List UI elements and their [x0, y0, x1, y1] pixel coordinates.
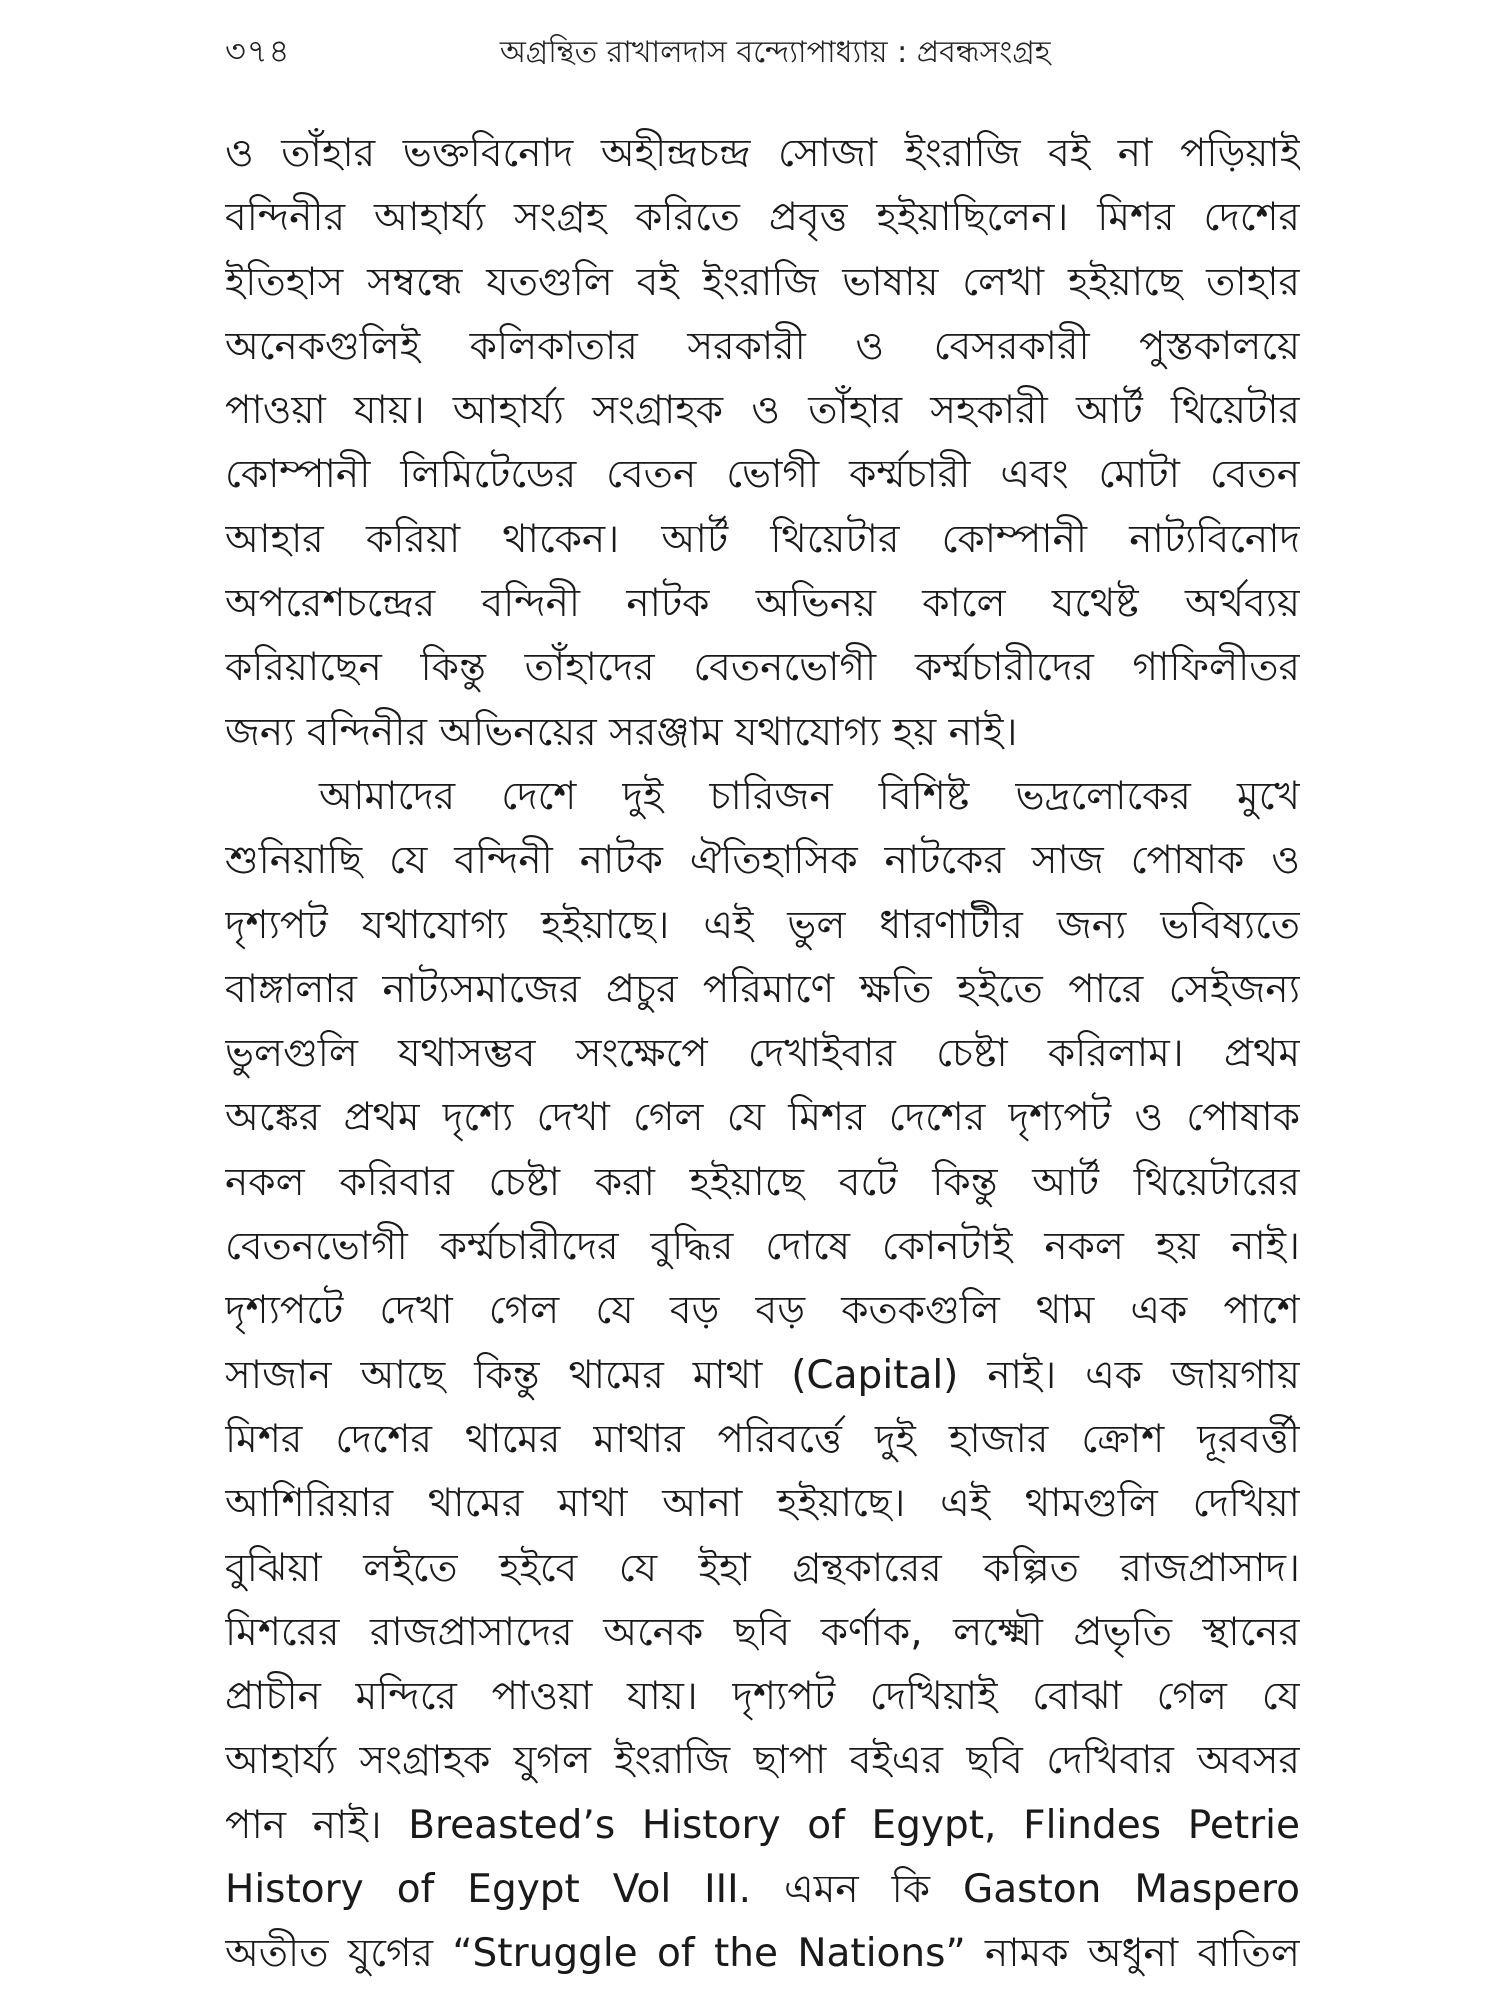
text-line: অঙ্কের প্রথম দৃশ্যে দেখা গেল যে মিশর দেশের দৃশ্যপট ও পোষাক — [225, 1095, 1300, 1141]
paragraph-1 — [225, 122, 1300, 765]
text-line: পাওয়া যায়। আহার্য্য সংগ্রাহক ও তাঁহার সহকারী আর্ট থিয়েটার — [225, 388, 1300, 434]
text-line: জন্য বন্দিনীর অভিনয়ের সরঞ্জাম যথাযোগ্য হয় নাই। — [225, 709, 1018, 755]
text-line: অপরেশচন্দ্রের বন্দিনী নাটক অভিনয় কালে যথেষ্ট অর্থব্যয় — [225, 581, 1300, 627]
text-line: দৃশ্যপট যথাযোগ্য হইয়াছে। এই ভুল ধারণাটীর জন্য ভবিষ্যতে — [225, 902, 1300, 948]
page-number: ৩৭৪ — [225, 32, 291, 70]
text-line: অনেকগুলিই কলিকাতার সরকারী ও বেসরকারী পুস্তকালয়ে — [225, 323, 1300, 369]
text-line: পান নাই। Breasted’s History of Egypt, Flindes Petrie — [225, 1802, 1300, 1848]
text-line: বাঙ্গালার নাট্যসমাজের প্রচুর পরিমাণে ক্ষতি হইতে পারে সেইজন্য — [225, 966, 1300, 1012]
text-line: মিশরের রাজপ্রাসাদের অনেক ছবি কর্ণাক, লক্ষ্মৌ প্রভৃতি স্থানের — [225, 1609, 1300, 1655]
text-line: দৃশ্যপটে দেখা গেল যে বড় বড় কতকগুলি থাম এক পাশে — [225, 1288, 1300, 1334]
text-line: প্রাচীন মন্দিরে পাওয়া যায়। দৃশ্যপট দেখিয়াই বোঝা গেল যে — [225, 1674, 1300, 1720]
text-line: অতীত যুগের “Struggle of the Nations” নামক অধুনা বাতিল — [225, 1931, 1300, 1977]
text-line: ইতিহাস সম্বন্ধে যতগুলি বই ইংরাজি ভাষায় লেখা হইয়াছে তাহার — [225, 259, 1300, 305]
text-line: বুঝিয়া লইতে হইবে যে ইহা গ্রন্থকারের কল্পিত রাজপ্রাসাদ। — [225, 1545, 1300, 1591]
text-line: সাজান আছে কিন্তু থামের মাথা (Capital) নাই। এক জায়গায় — [225, 1352, 1300, 1398]
text-line: ও তাঁহার ভক্তবিনোদ অহীন্দ্রচন্দ্র সোজা ইংরাজি বই না পড়িয়াই — [225, 131, 1300, 176]
text-line: শুনিয়াছি যে বন্দিনী নাটক ঐতিহাসিক নাটকের সাজ পোষাক ও — [225, 838, 1300, 884]
text-line: নকল করিবার চেষ্টা করা হইয়াছে বটে কিন্তু আর্ট থিয়েটারের — [225, 1159, 1300, 1205]
text-line: বেতনভোগী কর্ম্মচারীদের বুদ্ধির দোষে কোনটাই নকল হয় নাই। — [225, 1224, 1300, 1270]
text-line: করিয়াছেন কিন্তু তাঁহাদের বেতনভোগী কর্ম্মচারীদের গাফিলীতর — [225, 645, 1300, 691]
text-line: বন্দিনীর আহার্য্য সংগ্রহ করিতে প্রবৃত্ত হইয়াছিলেন। মিশর দেশের — [225, 195, 1300, 241]
text-line: আশিরিয়ার থামের মাথা আনা হইয়াছে। এই থামগুলি দেখিয়া — [225, 1481, 1300, 1527]
text-line: আহার করিয়া থাকেন। আর্ট থিয়েটার কোম্পানী নাট্যবিনোদ — [225, 516, 1300, 562]
body-text — [225, 122, 1300, 1987]
text-line: ভুলগুলি যথাসম্ভব সংক্ষেপে দেখাইবার চেষ্টা করিলাম। প্রথম — [225, 1031, 1300, 1077]
paragraph-2 — [225, 765, 1300, 1987]
running-header — [225, 18, 1300, 88]
text-line: History of Egypt Vol III. এমন কি Gaston Maspero — [225, 1867, 1300, 1913]
text-line: মিশর দেশের থামের মাথার পরিবর্ত্তে দুই হাজার ক্রোশ দূরবর্ত্তী — [225, 1416, 1300, 1462]
text-line: কোম্পানী লিমিটেডের বেতন ভোগী কর্ম্মচারী এবং মোটা বেতন — [225, 452, 1300, 498]
running-title: অগ্রন্থিত রাখালদাস বন্দ্যোপাধ্যায় : প্রবন্ধসংগ্রহ — [499, 34, 1051, 70]
text-line: আহার্য্য সংগ্রাহক যুগল ইংরাজি ছাপা বইএর ছবি দেখিবার অবসর — [225, 1738, 1300, 1784]
text-line: আমাদের দেশে দুই চারিজন বিশিষ্ট ভদ্রলোকের মুখে — [319, 773, 1300, 819]
